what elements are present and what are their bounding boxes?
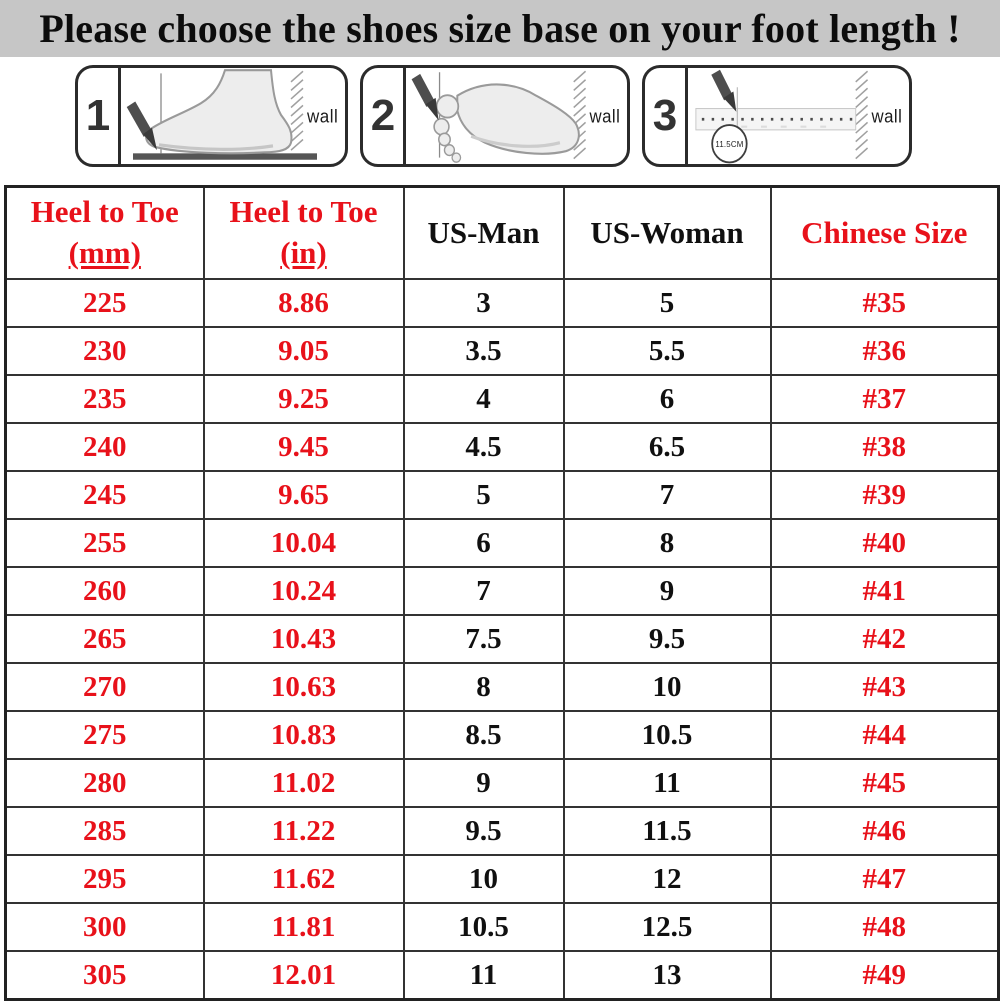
- table-cell: 10.04: [204, 519, 404, 567]
- table-cell: 4.5: [404, 423, 564, 471]
- column-header-3: US-Woman: [564, 187, 771, 280]
- foot-sole-icon: [457, 84, 579, 153]
- table-cell: #47: [771, 855, 999, 903]
- step-1-box: [75, 65, 348, 167]
- table-cell: 12.01: [204, 951, 404, 1000]
- big-toe-icon: [437, 95, 459, 117]
- table-cell: 230: [6, 327, 204, 375]
- table-cell: 255: [6, 519, 204, 567]
- table-cell: 11.02: [204, 759, 404, 807]
- table-cell: #43: [771, 663, 999, 711]
- table-cell: 7: [564, 471, 771, 519]
- table-cell: #46: [771, 807, 999, 855]
- table-cell: 5.5: [564, 327, 771, 375]
- step-1-art: [121, 68, 345, 164]
- title-bar: [0, 0, 1000, 57]
- table-cell: 11.62: [204, 855, 404, 903]
- table-cell: #39: [771, 471, 999, 519]
- header-row: [6, 187, 999, 280]
- table-cell: 8: [404, 663, 564, 711]
- table-cell: 9.5: [404, 807, 564, 855]
- table-cell: 11.5: [564, 807, 771, 855]
- table-cell: 295: [6, 855, 204, 903]
- table-cell: #44: [771, 711, 999, 759]
- foot-side-view-illustration: [121, 68, 345, 164]
- table-cell: 260: [6, 567, 204, 615]
- table-cell: #48: [771, 903, 999, 951]
- table-cell: 9.65: [204, 471, 404, 519]
- step-2-box: [360, 65, 630, 167]
- table-cell: 225: [6, 279, 204, 327]
- step-1-number: 1: [78, 68, 121, 164]
- table-cell: 10.24: [204, 567, 404, 615]
- table-cell: 11.81: [204, 903, 404, 951]
- table-cell: 10.83: [204, 711, 404, 759]
- table-cell: 10.63: [204, 663, 404, 711]
- table-cell: 9: [404, 759, 564, 807]
- table-row: [6, 711, 999, 759]
- table-cell: 6: [404, 519, 564, 567]
- table-row: [6, 759, 999, 807]
- table-cell: 300: [6, 903, 204, 951]
- table-cell: 11.22: [204, 807, 404, 855]
- wall-label: wall: [589, 105, 621, 127]
- table-cell: #36: [771, 327, 999, 375]
- table-body: [6, 279, 999, 1000]
- wall-label: wall: [871, 105, 903, 127]
- table-cell: 9.45: [204, 423, 404, 471]
- table-cell: 9.05: [204, 327, 404, 375]
- table-cell: 265: [6, 615, 204, 663]
- table-cell: #35: [771, 279, 999, 327]
- table-row: [6, 375, 999, 423]
- table-cell: 3.5: [404, 327, 564, 375]
- wall-hatch: [856, 71, 868, 158]
- foot-side-icon: [146, 70, 291, 153]
- column-header-4: Chinese Size: [771, 187, 999, 280]
- table-cell: 11: [404, 951, 564, 1000]
- table-row: [6, 663, 999, 711]
- table-cell: #37: [771, 375, 999, 423]
- table-cell: 12: [564, 855, 771, 903]
- table-cell: 240: [6, 423, 204, 471]
- table-cell: 305: [6, 951, 204, 1000]
- table-row: [6, 471, 999, 519]
- toe-icon: [434, 119, 449, 135]
- table-cell: 9.5: [564, 615, 771, 663]
- ruler-circle-label: 11.5CM: [715, 139, 744, 150]
- table-cell: 10.5: [404, 903, 564, 951]
- table-cell: 275: [6, 711, 204, 759]
- pencil-icon: [716, 72, 729, 98]
- page-title: Please choose the shoes size base on your foot length !: [39, 6, 961, 51]
- table-cell: 4: [404, 375, 564, 423]
- table-cell: #40: [771, 519, 999, 567]
- table-row: [6, 519, 999, 567]
- table-cell: 7: [404, 567, 564, 615]
- table-row: [6, 423, 999, 471]
- table-cell: 12.5: [564, 903, 771, 951]
- pencil-icon: [416, 77, 431, 105]
- table-row: [6, 951, 999, 1000]
- table-cell: 10.5: [564, 711, 771, 759]
- foot-sole-illustration: [406, 68, 627, 164]
- table-header: [6, 187, 999, 280]
- table-row: [6, 279, 999, 327]
- table-cell: 3: [404, 279, 564, 327]
- column-header-2: US-Man: [404, 187, 564, 280]
- table-cell: 6: [564, 375, 771, 423]
- table-cell: 10: [564, 663, 771, 711]
- table-row: [6, 807, 999, 855]
- table-row: [6, 327, 999, 375]
- table-cell: 285: [6, 807, 204, 855]
- table-cell: 6.5: [564, 423, 771, 471]
- table-row: [6, 855, 999, 903]
- table-cell: 245: [6, 471, 204, 519]
- size-chart-table: [4, 185, 1000, 1001]
- measuring-instructions: [0, 57, 1000, 176]
- table-row: [6, 903, 999, 951]
- table-cell: 13: [564, 951, 771, 1000]
- wall-hatch: [291, 71, 303, 150]
- table-cell: 10: [404, 855, 564, 903]
- step-3-box: [642, 65, 912, 167]
- column-header-0: Heel to Toe (mm): [6, 187, 204, 280]
- column-header-1: Heel to Toe (in): [204, 187, 404, 280]
- table-cell: #49: [771, 951, 999, 1000]
- ruler-illustration: [688, 68, 909, 164]
- table-cell: 11: [564, 759, 771, 807]
- table-cell: 280: [6, 759, 204, 807]
- table-cell: #42: [771, 615, 999, 663]
- step-3-art: [688, 68, 909, 164]
- table-cell: 235: [6, 375, 204, 423]
- table-row: [6, 615, 999, 663]
- pencil-icon: [131, 104, 148, 134]
- table-cell: 9.25: [204, 375, 404, 423]
- table-cell: 5: [564, 279, 771, 327]
- table-cell: 9: [564, 567, 771, 615]
- table-cell: #41: [771, 567, 999, 615]
- wall-label: wall: [307, 105, 339, 127]
- step-2-art: [406, 68, 627, 164]
- step-3-number: 3: [645, 68, 688, 164]
- table-cell: 10.43: [204, 615, 404, 663]
- table-cell: 8.5: [404, 711, 564, 759]
- table-cell: 8: [564, 519, 771, 567]
- toe-icon: [439, 133, 450, 145]
- table-row: [6, 567, 999, 615]
- step-2-number: 2: [363, 68, 406, 164]
- table-cell: #38: [771, 423, 999, 471]
- toe-icon: [452, 153, 460, 162]
- table-cell: 5: [404, 471, 564, 519]
- table-cell: 8.86: [204, 279, 404, 327]
- table-cell: 7.5: [404, 615, 564, 663]
- table-cell: 270: [6, 663, 204, 711]
- table-cell: #45: [771, 759, 999, 807]
